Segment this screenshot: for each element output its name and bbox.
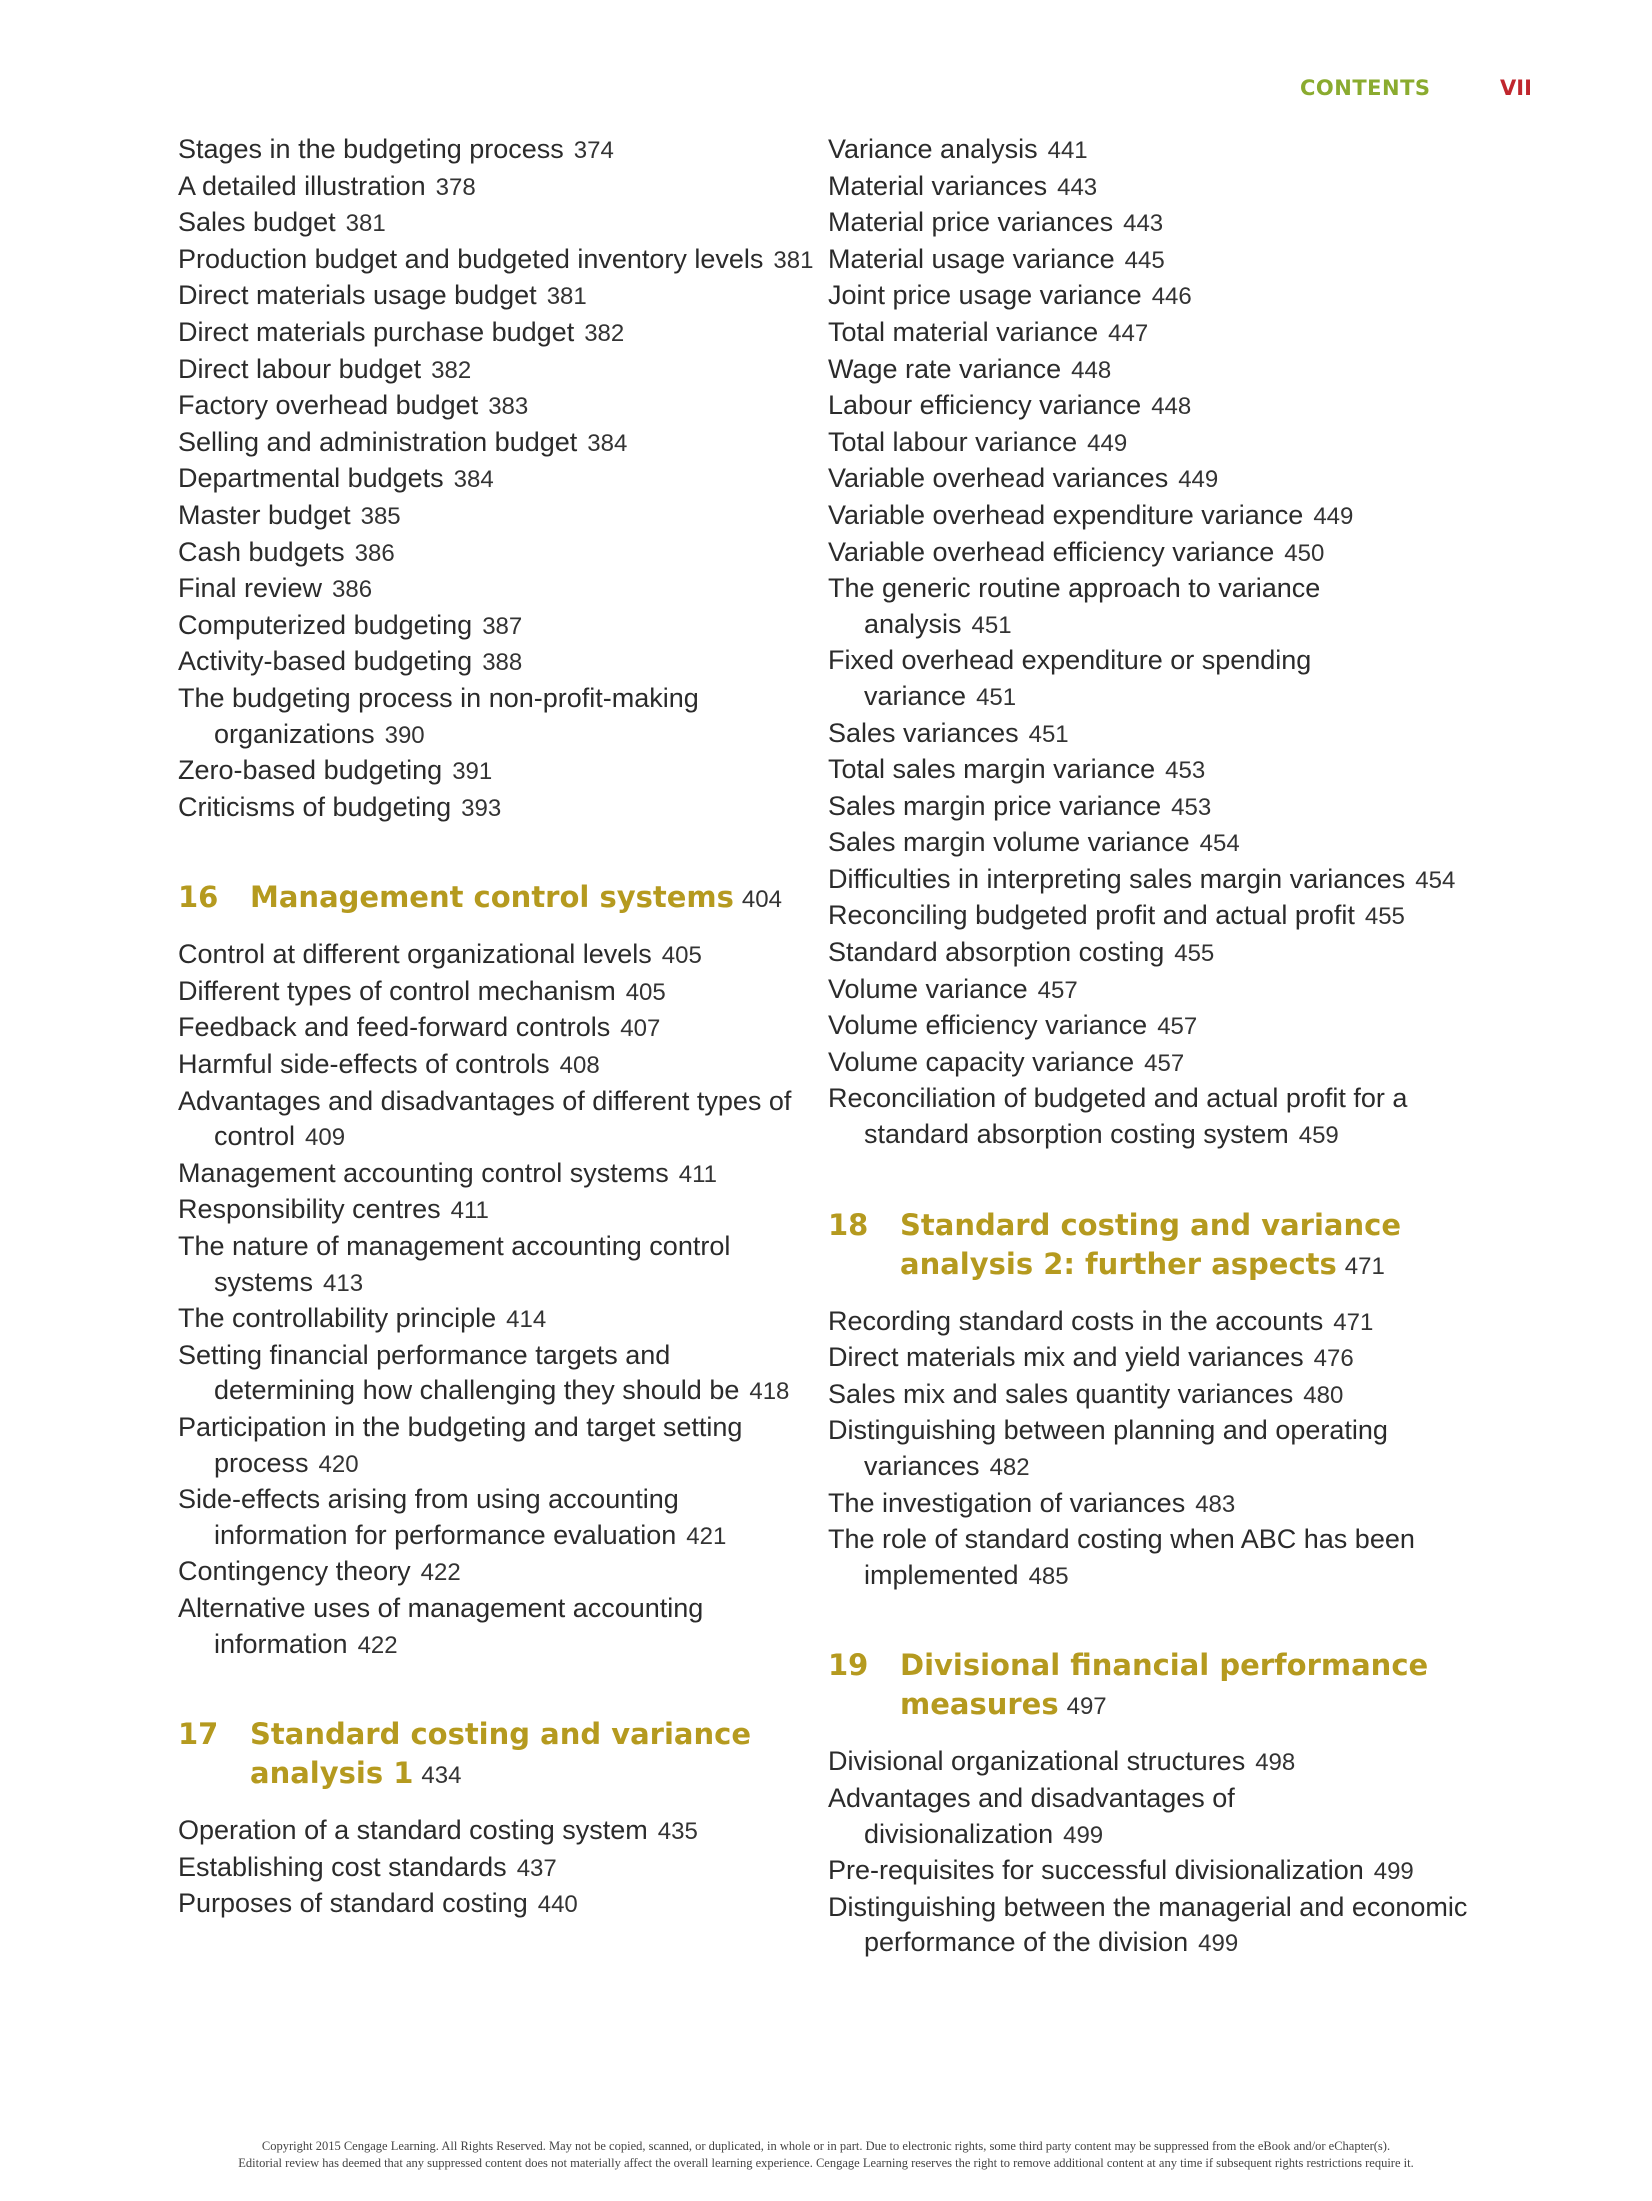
chapter-title: Standard costing and variance analysis 2: further aspects [900,1207,1401,1281]
toc-entry-title: Total material variance [828,316,1099,347]
chapter-number: 16 [178,880,219,915]
toc-entry-title: Advantages and disadvantages of divisionalization [828,1782,1235,1849]
toc-entry[interactable] [828,825,1468,862]
toc-entry-title: The investigation of variances [828,1487,1186,1518]
toc-entry-page: 447 [1108,319,1149,347]
toc-entry-page: 422 [357,1631,398,1659]
copyright-line-1: Copyright 2015 Cengage Learning. All Rights Reserved. May not be copied, scanned, or duplicated, in whole or in part. Due to electronic rights, some third party content may be suppressed from the eBook and/or eChapter(s). [261,2139,1391,2153]
page-number: VII [1500,76,1532,100]
toc-entry[interactable] [178,790,818,827]
toc-entry-title: Material usage variance [828,243,1115,274]
chapter-title: Divisional financial performance measures [900,1648,1429,1722]
toc-entry-page: 455 [1174,940,1215,968]
toc-entry-page: 499 [1373,1858,1414,1886]
toc-entry[interactable] [178,937,818,974]
toc-entry-title: Volume capacity variance [828,1046,1135,1077]
chapter-page: 471 [1344,1252,1385,1280]
toc-entry-title: Total labour variance [828,426,1078,457]
toc-list [178,1813,818,1923]
toc-entry-page: 385 [360,502,401,530]
toc-entry-title: Variance analysis [828,134,1038,164]
toc-entry[interactable] [828,1377,1468,1414]
toc-entry-title: A detailed illustration [178,170,426,201]
toc-entry[interactable] [178,753,818,790]
chapter-heading-17[interactable] [178,1715,818,1795]
toc-entry[interactable] [828,388,1468,425]
toc-entry[interactable] [828,643,1468,715]
toc-entry-page: 446 [1151,283,1192,311]
toc-entry-page: 448 [1151,393,1192,421]
toc-entry-page: 386 [332,576,373,604]
toc-entry-page: 498 [1255,1749,1296,1777]
toc-entry[interactable] [178,425,818,462]
toc-entry[interactable] [828,1340,1468,1377]
toc-entry-page: 450 [1284,539,1325,567]
toc-entry-page: 405 [661,942,702,970]
chapter-number: 18 [828,1207,869,1242]
toc-entry-page: 384 [587,429,628,457]
toc-entry-title: Volume variance [828,973,1028,1004]
toc-entry[interactable] [178,315,818,352]
toc-entry-title: Different types of control mechanism [178,975,616,1006]
toc-entry-title: Responsibility centres [178,1194,441,1225]
toc-entry-title: Sales margin price variance [828,790,1162,821]
toc-entry-title: The nature of management accounting control systems [178,1231,731,1297]
toc-entry[interactable] [178,498,818,535]
toc-entry-title: Alternative uses of management accounting information [178,1592,704,1659]
toc-entry-page: 407 [620,1015,661,1043]
toc-entry[interactable] [178,1047,818,1084]
chapter-page: 404 [741,886,782,914]
toc-entry-title: The role of standard costing when ABC has been implemented [828,1524,1415,1590]
toc-entry-title: The controllability principle [178,1303,497,1334]
toc-entry-title: Material variances [828,170,1048,201]
toc-entry-page: 437 [516,1854,557,1882]
toc-entry[interactable] [178,1229,818,1301]
toc-entry-page: 445 [1124,246,1165,274]
toc-entry-page: 453 [1165,757,1206,785]
toc-entry-title: Reconciliation of budgeted and actual profit for a standard absorption costing system [828,1083,1408,1150]
toc-entry-title: Fixed overhead expenditure or spending variance [828,645,1312,711]
chapter-page: 434 [421,1762,462,1790]
toc-entry-title: Reconciling budgeted profit and actual profit [828,900,1355,931]
toc-entry-page: 441 [1047,137,1088,164]
running-head [1300,72,1550,104]
toc-entry-title: Factory overhead budget [178,390,479,421]
toc-entry-page: 483 [1195,1490,1236,1518]
toc-list [178,132,818,826]
toc-entry-title: Participation in the budgeting and target setting process [178,1412,743,1478]
toc-entry-title: Direct materials usage budget [178,280,537,311]
toc-entry-page: 381 [546,283,587,311]
toc-entry-title: Total sales margin variance [828,754,1156,785]
toc-entry[interactable] [178,571,818,608]
chapter-title: Management control systems [250,880,734,915]
toc-entry-page: 383 [488,393,529,421]
toc-entry-page: 451 [971,611,1012,639]
toc-entry[interactable] [178,1084,818,1156]
toc-entry-page: 485 [1028,1562,1069,1590]
toc-entry[interactable] [828,461,1468,498]
toc-entry-page: 455 [1364,903,1405,931]
toc-entry[interactable] [828,1008,1468,1045]
toc-entry[interactable] [828,169,1468,206]
chapter-page: 497 [1066,1693,1107,1721]
toc-entry[interactable] [178,352,818,389]
toc-entry-title: Standard absorption costing [828,937,1165,968]
toc-entry-page: 471 [1333,1308,1374,1336]
toc-entry-page: 411 [450,1197,489,1225]
toc-entry[interactable] [828,1890,1468,1962]
toc-entry[interactable] [178,1591,818,1663]
toc-entry[interactable] [828,1781,1468,1853]
toc-entry[interactable] [828,1522,1468,1594]
toc-entry-page: 386 [354,539,395,567]
toc-entry[interactable] [178,1482,818,1554]
toc-entry[interactable] [828,862,1468,899]
toc-entry-page: 388 [482,649,523,677]
toc-entry[interactable] [828,315,1468,352]
toc-entry-title: Direct materials purchase budget [178,316,575,347]
toc-entry-page: 482 [989,1454,1030,1481]
toc-entry[interactable] [828,205,1468,242]
chapter-number: 19 [828,1648,869,1683]
toc-entry[interactable] [178,1886,818,1923]
toc-right-column [828,132,1468,1962]
toc-entry-title: Variable overhead variances [828,463,1169,494]
toc-entry-page: 411 [678,1160,718,1188]
toc-entry-page: 413 [323,1269,364,1297]
toc-entry-title: Divisional organizational structures [828,1746,1246,1777]
toc-list [828,1744,1468,1962]
toc-entry-title: Computerized budgeting [178,609,473,640]
toc-entry[interactable] [178,388,818,425]
toc-entry[interactable] [178,461,818,498]
toc-entry-page: 457 [1037,976,1078,1004]
toc-entry-page: 449 [1178,466,1219,494]
toc-entry-page: 499 [1063,1821,1104,1849]
toc-entry-title: Material price variances [828,207,1114,238]
toc-entry-page: 414 [506,1306,547,1334]
toc-entry-page: 390 [384,721,425,749]
toc-entry-title: Final review [178,573,323,604]
toc-entry[interactable] [178,644,818,681]
chapter-number: 17 [178,1717,219,1752]
toc-entry-page: 457 [1144,1049,1185,1077]
toc-entry-page: 393 [461,794,502,822]
toc-entry-page: 451 [976,683,1017,711]
toc-entry[interactable] [178,1410,818,1482]
toc-entry[interactable] [828,972,1468,1009]
chapter-heading-19[interactable] [828,1646,1468,1726]
toc-entry-page: 448 [1071,356,1112,384]
toc-entry[interactable] [828,935,1468,972]
toc-entry[interactable] [828,1304,1468,1341]
toc-entry-title: Feedback and feed-forward controls [178,1012,611,1043]
toc-entry[interactable] [178,535,818,572]
toc-entry[interactable] [178,608,818,645]
chapter-heading-16[interactable] [178,878,818,919]
toc-entry-title: Sales margin volume variance [828,827,1190,858]
toc-entry[interactable] [178,974,818,1011]
toc-entry-page: 459 [1298,1122,1339,1150]
toc-entry-title: The budgeting process in non-profit-making organizations [178,682,699,749]
toc-entry-title: The generic routine approach to variance analysis [828,573,1321,639]
copyright-footer [0,2138,1652,2172]
toc-entry-title: Establishing cost standards [178,1851,507,1882]
toc-entry-title: Variable overhead efficiency variance [828,536,1275,567]
toc-entry-title: Selling and administration budget [178,426,578,457]
toc-entry[interactable] [828,132,1468,169]
toc-entry-title: Sales budget [178,207,336,238]
toc-entry[interactable] [828,716,1468,753]
toc-entry-page: 435 [657,1818,698,1846]
toc-entry-page: 381 [345,210,386,238]
toc-entry-title: Wage rate variance [828,353,1062,384]
toc-entry[interactable] [828,1045,1468,1082]
toc-list [178,937,818,1663]
toc-entry-page: 480 [1303,1381,1344,1409]
toc-entry-page: 409 [305,1124,346,1152]
toc-entry[interactable] [828,278,1468,315]
toc-entry-title: Cash budgets [178,536,345,567]
toc-entry-page: 418 [749,1378,790,1406]
toc-entry[interactable] [178,132,818,169]
toc-entry-page: 391 [452,758,493,786]
toc-entry-page: 422 [420,1559,461,1587]
toc-entry-page: 382 [584,319,625,347]
toc-entry[interactable] [178,278,818,315]
running-head-section: CONTENTS [1300,76,1431,100]
toc-entry-title: Master budget [178,499,351,530]
toc-entry-title: Management accounting control systems [178,1157,669,1188]
toc-entry-page: 443 [1057,173,1098,201]
toc-entry-title: Variable overhead expenditure variance [828,499,1304,530]
toc-entry-page: 457 [1157,1013,1198,1041]
toc-entry-page: 382 [431,356,472,384]
toc-entry[interactable] [828,425,1468,462]
toc-entry-title: Activity-based budgeting [178,646,473,677]
toc-entry-title: Distinguishing between planning and operating variances [828,1415,1388,1481]
toc-entry-title: Purposes of standard costing [178,1888,528,1919]
toc-entry[interactable] [828,352,1468,389]
toc-entry[interactable] [828,242,1468,279]
toc-entry-title: Control at different organizational levels [178,939,652,970]
toc-entry[interactable] [178,1010,818,1047]
toc-entry[interactable] [828,789,1468,826]
toc-entry-title: Direct materials mix and yield variances [828,1342,1304,1373]
toc-entry[interactable] [828,1486,1468,1523]
toc-entry-title: Direct labour budget [178,353,422,384]
toc-entry-page: 449 [1087,429,1128,457]
toc-entry[interactable] [178,169,818,206]
toc-entry-page: 499 [1198,1930,1239,1958]
toc-entry-page: 378 [435,173,476,201]
chapter-title: Standard costing and variance analysis 1 [250,1717,751,1791]
toc-entry-title: Setting financial performance targets and determining how challenging they should be [178,1339,740,1406]
toc-entry-title: Zero-based budgeting [178,755,443,786]
toc-list [828,1304,1468,1595]
toc-entry[interactable] [828,1853,1468,1890]
toc-entry-title: Sales variances [828,717,1019,748]
toc-entry-title: Stages in the budgeting process [178,134,564,164]
toc-entry-page: 421 [686,1522,727,1550]
toc-entry[interactable] [178,1301,818,1338]
toc-entry-page: 408 [559,1052,600,1080]
toc-entry[interactable] [828,571,1468,643]
toc-entry-page: 381 [773,246,814,274]
toc-entry-page: 449 [1313,502,1354,530]
toc-entry-page: 405 [625,978,666,1006]
toc-entry-title: Harmful side-effects of controls [178,1049,550,1080]
toc-entry-title: Volume efficiency variance [828,1010,1148,1041]
toc-entry-page: 453 [1171,793,1212,821]
toc-entry[interactable] [178,205,818,242]
toc-entry-page: 443 [1123,210,1164,238]
toc-entry[interactable] [178,1813,818,1850]
toc-entry-title: Operation of a standard costing system [178,1815,648,1846]
copyright-line-2: Editorial review has deemed that any suppressed content does not materially affect the overall learning experience. Cengage Learning reserves the right to remove additional content at any time if subsequent rights restrictions require it. [238,2156,1414,2170]
toc-entry-title: Difficulties in interpreting sales margin variances [828,863,1406,894]
toc-entry-title: Side-effects arising from using accounting information for performance evaluation [178,1484,679,1550]
toc-entry[interactable] [828,535,1468,572]
toc-entry[interactable] [178,1156,818,1193]
toc-entry-title: Criticisms of budgeting [178,791,452,822]
toc-entry[interactable] [828,1413,1468,1485]
toc-entry-title: Departmental budgets [178,463,444,494]
toc-entry[interactable] [828,498,1468,535]
toc-entry[interactable] [178,681,818,753]
toc-entry-page: 454 [1199,830,1240,858]
toc-entry-page: 387 [482,612,523,640]
toc-entry-title: Joint price usage variance [828,280,1142,311]
toc-entry[interactable] [828,898,1468,935]
toc-entry-title: Labour efficiency variance [828,390,1142,421]
chapter-heading-18[interactable] [828,1206,1468,1286]
toc-entry-title: Pre-requisites for successful divisionalization [828,1855,1364,1886]
toc-entry-page: 384 [453,466,494,494]
toc-entry[interactable] [178,1192,818,1229]
toc-entry-page: 420 [318,1450,359,1478]
toc-entry[interactable] [178,242,818,279]
toc-entry-page: 451 [1028,720,1069,748]
toc-entry[interactable] [828,1744,1468,1781]
toc-entry[interactable] [178,1554,818,1591]
toc-entry[interactable] [828,1081,1468,1153]
toc-entry-title: Contingency theory [178,1556,411,1587]
toc-entry-title: Advantages and disadvantages of different types of control [178,1085,792,1152]
toc-entry-title: Sales mix and sales quantity variances [828,1378,1294,1409]
toc-entry-page: 374 [573,137,614,164]
toc-entry-title: Recording standard costs in the accounts [828,1305,1324,1336]
toc-entry[interactable] [828,752,1468,789]
toc-entry-page: 476 [1313,1345,1354,1373]
toc-entry-page: 454 [1415,866,1456,894]
toc-entry[interactable] [178,1338,818,1410]
toc-entry-title: Production budget and budgeted inventory levels [178,243,764,274]
toc-list [828,132,1468,1154]
toc-left-column [178,132,818,1923]
toc-entry-page: 440 [537,1891,578,1919]
toc-entry-title: Distinguishing between the managerial and economic performance of the division [828,1891,1468,1958]
toc-entry[interactable] [178,1850,818,1887]
